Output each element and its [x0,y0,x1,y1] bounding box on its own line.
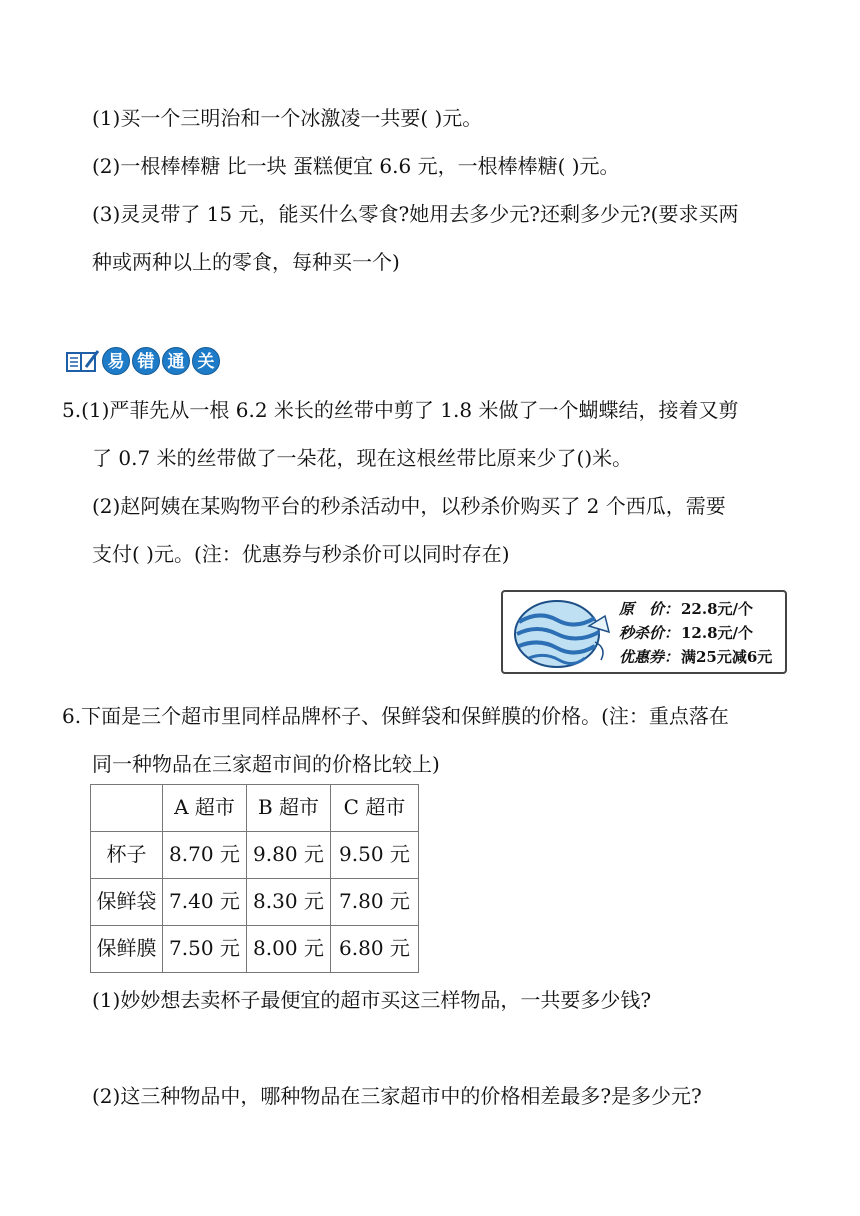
table-cell: 7.80 元 [331,879,419,926]
p4-question-1: (1)买一个三明治和一个冰激凌一共要( )元。 [92,106,483,130]
table-cell: 8.00 元 [247,926,331,973]
promo-label: 优惠券： [619,648,680,666]
badge-char-4: 关 [192,347,220,375]
promo-row-coupon [619,646,772,667]
table-header-cell: C 超市 [331,785,419,832]
p5-question-2-line2: 支付( )元。(注：优惠券与秒杀价可以同时存在) [92,542,510,566]
table-cell: 9.50 元 [331,832,419,879]
table-row [91,926,419,973]
badge-char-3: 通 [162,347,190,375]
p5-question-1-line2: 了 0.7 米的丝带做了一朵花，现在这根丝带比原来少了()米。 [92,446,633,470]
p6-question-1: (1)妙妙想去卖杯子最便宜的超市买这三样物品，一共要多少钱? [92,988,652,1012]
table-cell: 8.70 元 [163,832,247,879]
p5-question-2-line1: (2)赵阿姨在某购物平台的秒杀活动中，以秒杀价购买了 2 个西瓜，需要 [92,494,726,518]
p5-question-1-line1: 5.(1)严菲先从一根 6.2 米长的丝带中剪了 1.8 米做了一个蝴蝶结，接着又剪 [62,398,739,422]
table-cell-item: 杯子 [91,832,163,879]
p6-intro-line1: 6.下面是三个超市里同样品牌杯子、保鲜袋和保鲜膜的价格。(注：重点落在 [62,704,729,728]
promo-row-original [619,598,753,619]
p4-question-3-line1: (3)灵灵带了 15 元，能买什么零食?她用去多少元?还剩多少元?(要求买两 [92,202,739,226]
table-row [91,879,419,926]
watermelon-promo-box [501,590,787,674]
p4-question-3-line2: 种或两种以上的零食，每种买一个) [92,250,400,274]
promo-value: 22.8元/个 [681,600,754,618]
table-cell-item: 保鲜膜 [91,926,163,973]
table-row [91,832,419,879]
section-badge-error-prone [66,346,220,376]
promo-value: 满25元减6元 [681,648,773,666]
supermarket-price-table [90,784,419,973]
table-cell-item: 保鲜袋 [91,879,163,926]
promo-value: 12.8元/个 [681,624,754,642]
promo-label: 秒杀价： [619,624,680,642]
p4-question-2: (2)一根棒棒糖 比一块 蛋糕便宜 6.6 元，一根棒棒糖( )元。 [92,154,620,178]
book-pencil-icon [66,347,100,375]
badge-char-1: 易 [102,347,130,375]
promo-row-flash [619,622,753,643]
table-header-cell: A 超市 [163,785,247,832]
watermelon-icon [509,596,613,670]
table-cell: 7.50 元 [163,926,247,973]
table-cell: 7.40 元 [163,879,247,926]
table-cell: 8.30 元 [247,879,331,926]
promo-label: 原 价： [619,600,680,618]
p6-intro-line2: 同一种物品在三家超市间的价格比较上) [92,752,440,776]
table-cell: 6.80 元 [331,926,419,973]
table-cell: 9.80 元 [247,832,331,879]
table-header-cell [91,785,163,832]
badge-char-2: 错 [132,347,160,375]
p6-question-2: (2)这三种物品中，哪种物品在三家超市中的价格相差最多?是多少元? [92,1084,702,1108]
table-header-cell: B 超市 [247,785,331,832]
table-header-row [91,785,419,832]
